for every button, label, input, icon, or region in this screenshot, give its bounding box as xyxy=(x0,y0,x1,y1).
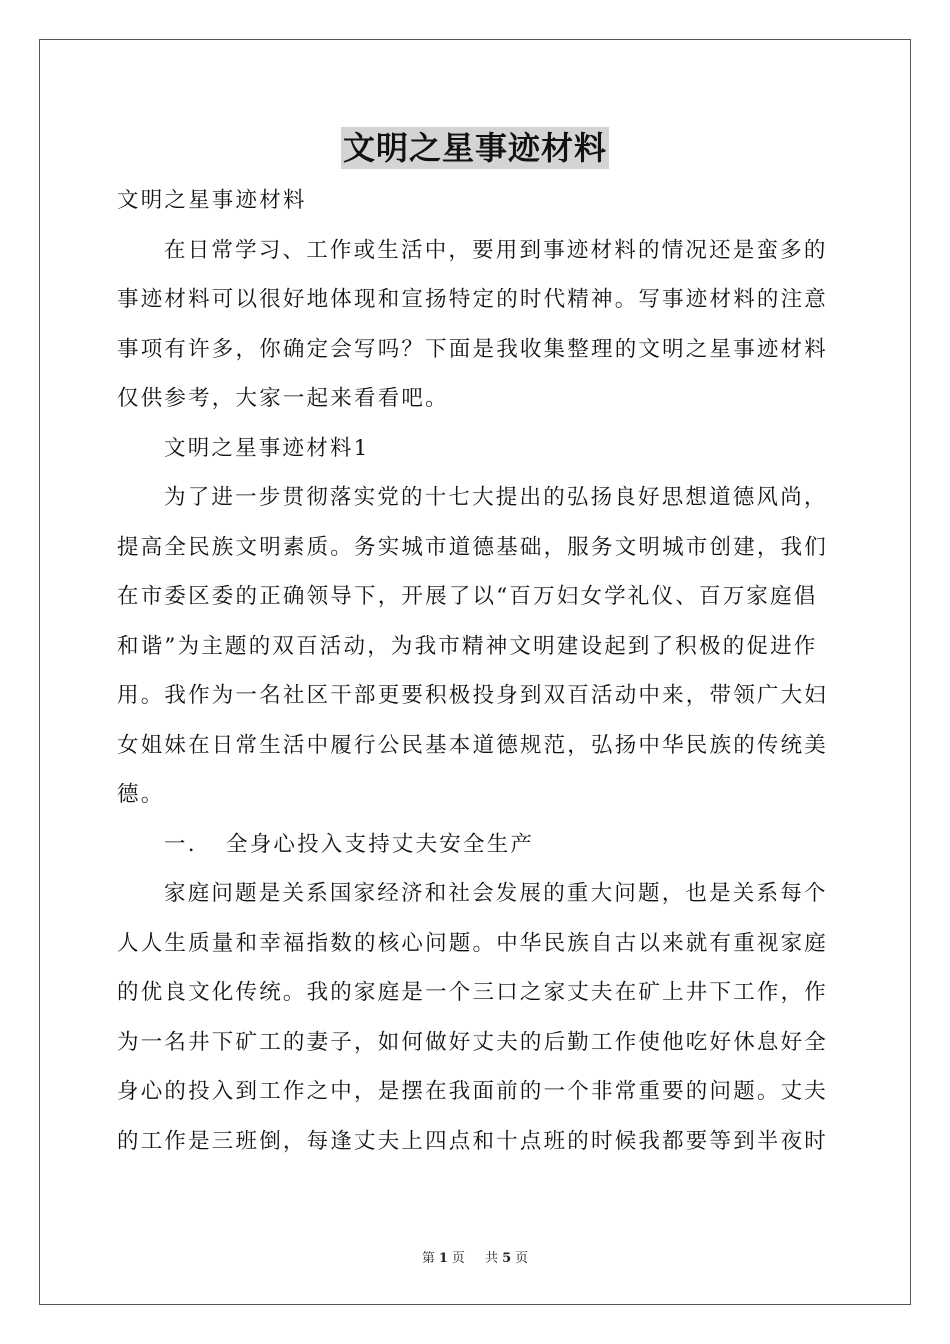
total-suffix: 页 xyxy=(515,1251,529,1266)
para2-line: 身心的投入到工作之中，是摆在我面前的一个非常重要的问题。丈夫 xyxy=(117,1079,829,1104)
page-prefix: 第 xyxy=(421,1251,435,1266)
para2-line: 的工作是三班倒，每逢丈夫上四点和十点班的时候我都要等到半夜时 xyxy=(117,1128,829,1154)
para2-line: 为一名井下矿工的妻子，如何做好丈夫的后勤工作使他吃好休息好全 xyxy=(117,1029,829,1055)
heading-1-text: 全身心投入支持丈夫安全生产 xyxy=(226,831,535,857)
para1-line: 用。我作为一名社区干部更要积极投身到双百活动中来，带领广大妇 xyxy=(117,683,829,708)
intro-line: 在日常学习、工作或生活中，要用到事迹材料的情况还是蛮多的 xyxy=(164,237,828,263)
para1-line: 和谐”为主题的双百活动，为我市精神文明建设起到了积极的促进作 xyxy=(117,633,818,659)
subtitle: 文明之星事迹材料 xyxy=(117,188,307,213)
para1-line: 德。 xyxy=(117,782,165,807)
section-title: 文明之星事迹材料1 xyxy=(164,435,370,461)
document-title-wrap xyxy=(0,127,950,169)
intro-line: 事项有许多，你确定会写吗？下面是我收集整理的文明之星事迹材料 xyxy=(117,336,829,362)
para1-line: 女姐妹在日常生活中履行公民基本道德规范，弘扬中华民族的传统美 xyxy=(117,732,829,758)
para1-line: 提高全民族文明素质。务实城市道德基础，服务文明城市创建，我们 xyxy=(117,534,829,560)
para2-line: 人人生质量和幸福指数的核心问题。中华民族自古以来就有重视家庭 xyxy=(117,930,829,956)
page-suffix: 页 xyxy=(451,1251,465,1266)
document-title: 文明之星事迹材料 xyxy=(342,129,607,167)
intro-line: 事迹材料可以很好地体现和宣扬特定的时代精神。写事迹材料的注意 xyxy=(117,287,829,312)
para1-line: 为了进一步贯彻落实党的十七大提出的弘扬良好思想道德风尚， xyxy=(164,485,828,510)
para2-line: 的优良文化传统。我的家庭是一个三口之家丈夫在矿上井下工作，作 xyxy=(117,980,829,1005)
heading-1-number: 一. xyxy=(164,831,197,857)
total-prefix: 共 xyxy=(485,1251,499,1266)
intro-line: 仅供参考，大家一起来看看吧。 xyxy=(117,386,449,411)
page-current: 1 xyxy=(438,1251,448,1266)
para2-line: 家庭问题是关系国家经济和社会发展的重大问题，也是关系每个 xyxy=(164,881,828,906)
page-total xyxy=(481,1251,532,1266)
page-footer xyxy=(0,1247,950,1266)
document-body xyxy=(117,176,835,1166)
heading-1 xyxy=(117,820,835,870)
para1-line: 在市委区委的正确领导下，开展了以“百万妇女学礼仪、百万家庭倡 xyxy=(117,584,818,609)
total-count: 5 xyxy=(502,1251,512,1266)
page-number xyxy=(418,1251,469,1266)
